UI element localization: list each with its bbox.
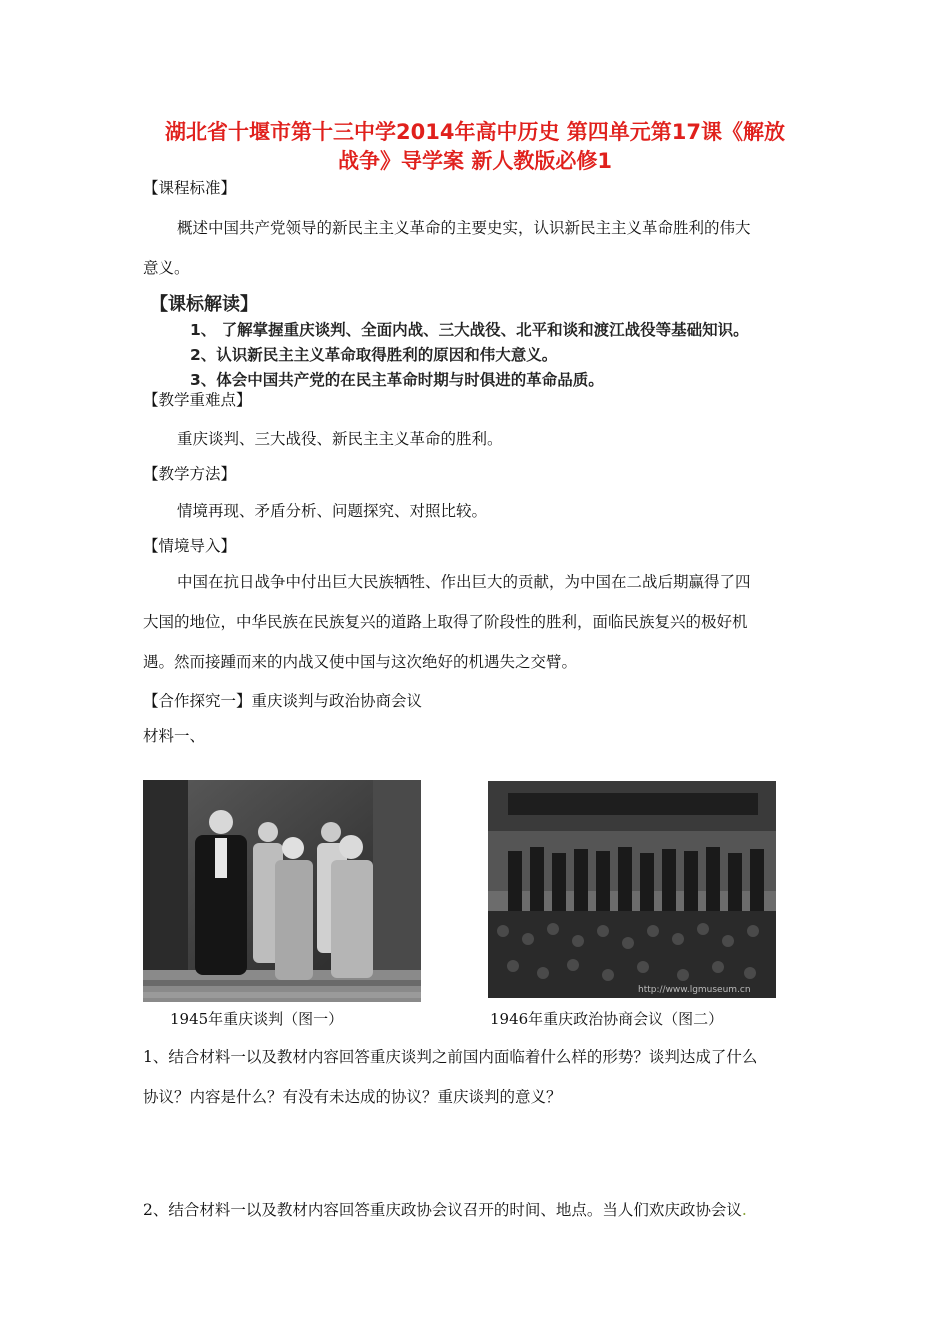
method-heading: 【教学方法】 — [143, 465, 237, 483]
figure-2-caption: 1946年重庆政治协商会议（图二） — [490, 1010, 724, 1028]
intro-text-2: 大国的地位，中华民族在民族复兴的道路上取得了阶段性的胜利，面临民族复兴的极好机 — [143, 613, 748, 631]
inquiry-heading: 【合作探究一】重庆谈判与政治协商会议 — [143, 692, 423, 710]
material-label: 材料一、 — [143, 727, 206, 745]
objective-2: 2、认识新民主主义革命取得胜利的原因和伟大意义。 — [190, 346, 558, 364]
title-line-1: 湖北省十堰市第十三中学2014年高中历史 第四单元第17课《解放 — [165, 120, 785, 144]
question-2-line-1 — [143, 1198, 747, 1220]
title-line-2: 战争》导学案 新人教版必修1 — [338, 149, 612, 173]
course-standard-heading: 【课程标准】 — [143, 179, 237, 197]
question-1-line-2: 协议？内容是什么？有没有未达成的协议？重庆谈判的意义？ — [143, 1088, 562, 1106]
question-1-line-1: 1、结合材料一以及教材内容回答重庆谈判之前国内面临着什么样的形势？谈判达成了什么 — [143, 1048, 758, 1066]
course-standard-text-2: 意义。 — [143, 259, 190, 277]
figure-2-photo — [488, 781, 776, 998]
key-points-text: 重庆谈判、三大战役、新民主主义革命的胜利。 — [177, 430, 503, 448]
intro-heading: 【情境导入】 — [143, 537, 237, 555]
figure-1-illustration — [143, 780, 421, 1002]
key-points-heading: 【教学重难点】 — [143, 391, 252, 409]
intro-text-1: 中国在抗日战争中付出巨大民族牺牲、作出巨大的贡献，为中国在二战后期赢得了四 — [177, 573, 751, 591]
intro-text-3: 遇。然而接踵而来的内战又使中国与这次绝好的机遇失之交臂。 — [143, 653, 578, 671]
course-standard-text-1: 概述中国共产党领导的新民主主义革命的主要史实，认识新民主主义革命胜利的伟大 — [177, 219, 751, 237]
page-title — [130, 118, 820, 176]
interpretation-heading: 【课标解读】 — [150, 294, 258, 315]
figure-1-caption: 1945年重庆谈判（图一） — [170, 1010, 344, 1028]
question-2-text: 2、结合材料一以及教材内容回答重庆政协会议召开的时间、地点。当人们欢庆政协会议 — [143, 1201, 742, 1219]
objective-1: 1、 了解掌握重庆谈判、全面内战、三大战役、北平和谈和渡江战役等基础知识。 — [190, 321, 749, 339]
figure-2-watermark: http://www.lgmuseum.cn — [638, 985, 751, 995]
objective-3: 3、体会中国共产党的在民主革命时期与时俱进的革命品质。 — [190, 371, 604, 389]
question-2-dot: . — [741, 1201, 747, 1219]
figure-1-photo — [143, 780, 421, 1002]
figure-2-illustration — [488, 781, 776, 998]
method-text: 情境再现、矛盾分析、问题探究、对照比较。 — [177, 502, 488, 520]
